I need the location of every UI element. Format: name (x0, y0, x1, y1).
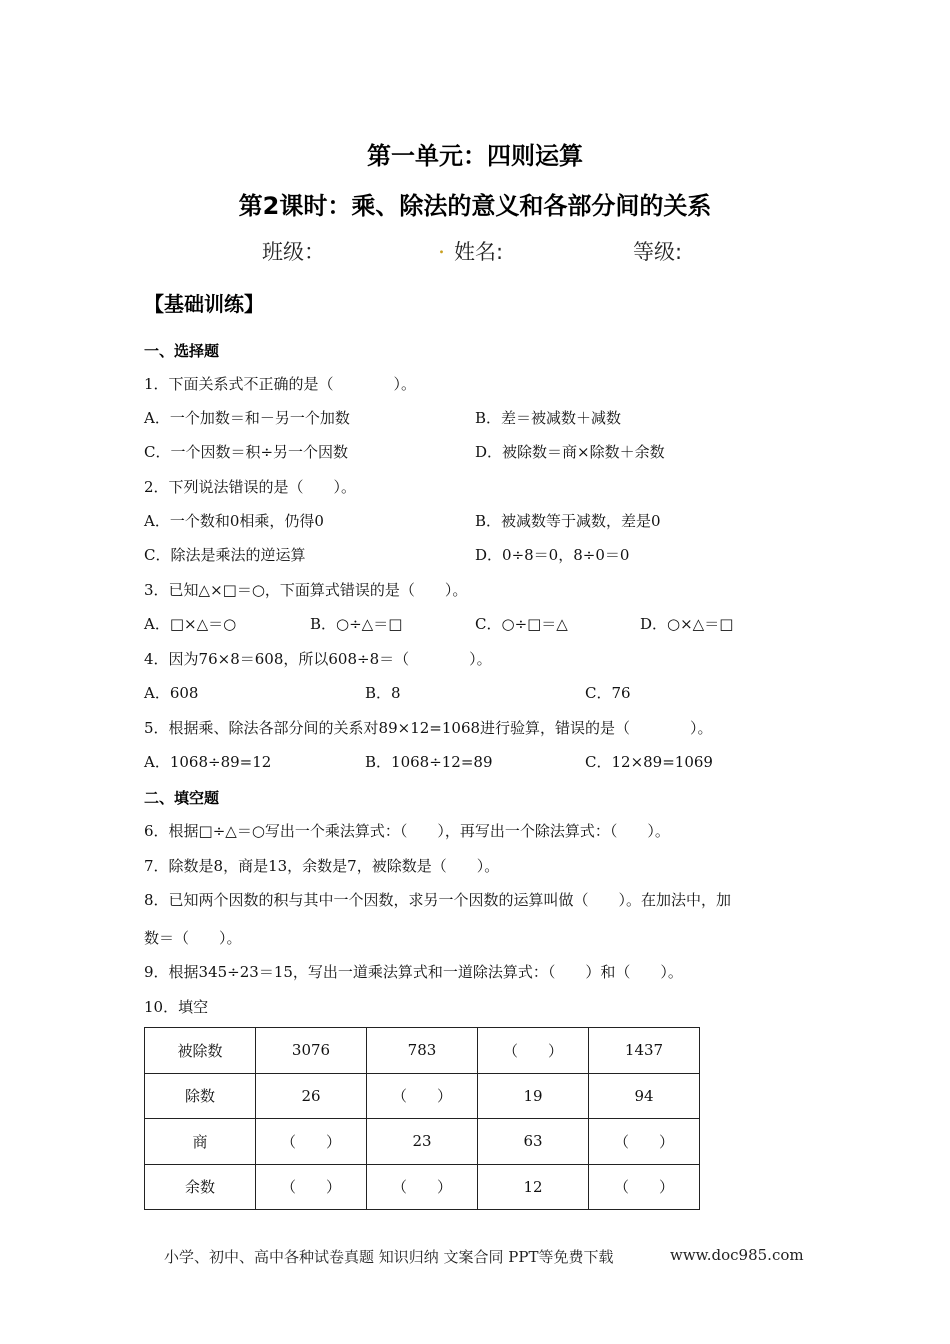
q1-option-c: C．一个因数＝积÷另一个因数 (144, 443, 349, 461)
section-heading: 【基础训练】 (144, 292, 264, 316)
table-cell: 3076 (256, 1028, 367, 1074)
table-cell: 783 (367, 1028, 478, 1074)
q4-option-c: C．76 (585, 684, 631, 702)
table-row (145, 1164, 700, 1210)
table-cell: 1437 (589, 1028, 700, 1074)
part2-heading: 二、填空题 (144, 789, 220, 807)
division-table (144, 1027, 700, 1210)
q1-option-d: D．被除数＝商×除数＋余数 (475, 443, 665, 461)
footer-text: 小学、初中、高中各种试卷真题 知识归纳 文案合同 PPT等免费下载 (164, 1248, 614, 1266)
table-cell: （ ） (256, 1119, 367, 1165)
q3-option-d: D．○×△＝□ (640, 615, 734, 633)
table-cell: 23 (367, 1119, 478, 1165)
q3-option-a: A．□×△＝○ (144, 615, 237, 633)
q4-stem: 4．因为76×8＝608，所以608÷8＝（ ）。 (144, 650, 492, 668)
q3-option-b: B．○÷△＝□ (310, 615, 403, 633)
table-cell: 商 (145, 1119, 256, 1165)
q5-option-a: A．1068÷89=12 (144, 753, 272, 771)
q3-option-c: C．○÷□＝△ (475, 615, 568, 633)
table-cell: （ ） (256, 1164, 367, 1210)
table-cell: 12 (478, 1164, 589, 1210)
lesson-subtitle: 第2课时：乘、除法的意义和各部分间的关系 (238, 192, 712, 220)
table-cell: 被除数 (145, 1028, 256, 1074)
q2-option-c: C．除法是乘法的逆运算 (144, 546, 306, 564)
table-cell: （ ） (589, 1164, 700, 1210)
footer-url[interactable]: www.doc985.com (670, 1246, 804, 1264)
q1-option-b: B．差＝被减数＋减数 (475, 409, 622, 427)
q4-option-a: A．608 (144, 684, 199, 702)
q9: 9．根据345÷23＝15，写出一道乘法算式和一道除法算式：（ ）和（ ）。 (144, 963, 683, 981)
table-cell: （ ） (478, 1028, 589, 1074)
q1-stem: 1．下面关系式不正确的是（ ）。 (144, 375, 417, 393)
separator-dot: . (438, 234, 445, 259)
q7: 7．除数是8，商是13，余数是7，被除数是（ ）。 (144, 857, 500, 875)
table-row (145, 1119, 700, 1165)
q5-option-b: B．1068÷12=89 (365, 753, 493, 771)
table-cell: （ ） (589, 1119, 700, 1165)
q2-option-d: D．0÷8＝0，8÷0＝0 (475, 546, 630, 564)
table-cell: 19 (478, 1073, 589, 1119)
class-label: 班级： (262, 240, 325, 264)
q2-option-b: B．被减数等于减数，差是0 (475, 512, 661, 530)
table-cell: （ ） (367, 1073, 478, 1119)
part1-heading: 一、选择题 (144, 342, 220, 360)
q8-line1: 8．已知两个因数的积与其中一个因数，求另一个因数的运算叫做（ ）。在加法中，加 (144, 891, 732, 909)
q6: 6．根据□÷△＝○写出一个乘法算式：（ ），再写出一个除法算式：（ ）。 (144, 822, 670, 840)
q2-stem: 2．下列说法错误的是（ ）。 (144, 478, 357, 496)
table-cell: 26 (256, 1073, 367, 1119)
q5-stem: 5．根据乘、除法各部分间的关系对89×12=1068进行验算，错误的是（ ）。 (144, 719, 713, 737)
page-title: 第一单元：四则运算 (367, 142, 583, 170)
name-label: 姓名: (454, 240, 504, 264)
table-cell: （ ） (367, 1164, 478, 1210)
q10: 10．填空 (144, 998, 209, 1016)
table-row (145, 1073, 700, 1119)
q4-option-b: B．8 (365, 684, 401, 702)
q5-option-c: C．12×89=1069 (585, 753, 713, 771)
table-row (145, 1028, 700, 1074)
table-cell: 除数 (145, 1073, 256, 1119)
table-cell: 63 (478, 1119, 589, 1165)
q8-line2: 数＝（ ）。 (144, 929, 242, 947)
table-cell: 94 (589, 1073, 700, 1119)
grade-label: 等级: (633, 240, 683, 264)
q3-stem: 3．已知△×□＝○，下面算式错误的是（ ）。 (144, 581, 468, 599)
q2-option-a: A．一个数和0相乘，仍得0 (144, 512, 324, 530)
table-cell: 余数 (145, 1164, 256, 1210)
q1-option-a: A．一个加数＝和－另一个加数 (144, 409, 350, 427)
